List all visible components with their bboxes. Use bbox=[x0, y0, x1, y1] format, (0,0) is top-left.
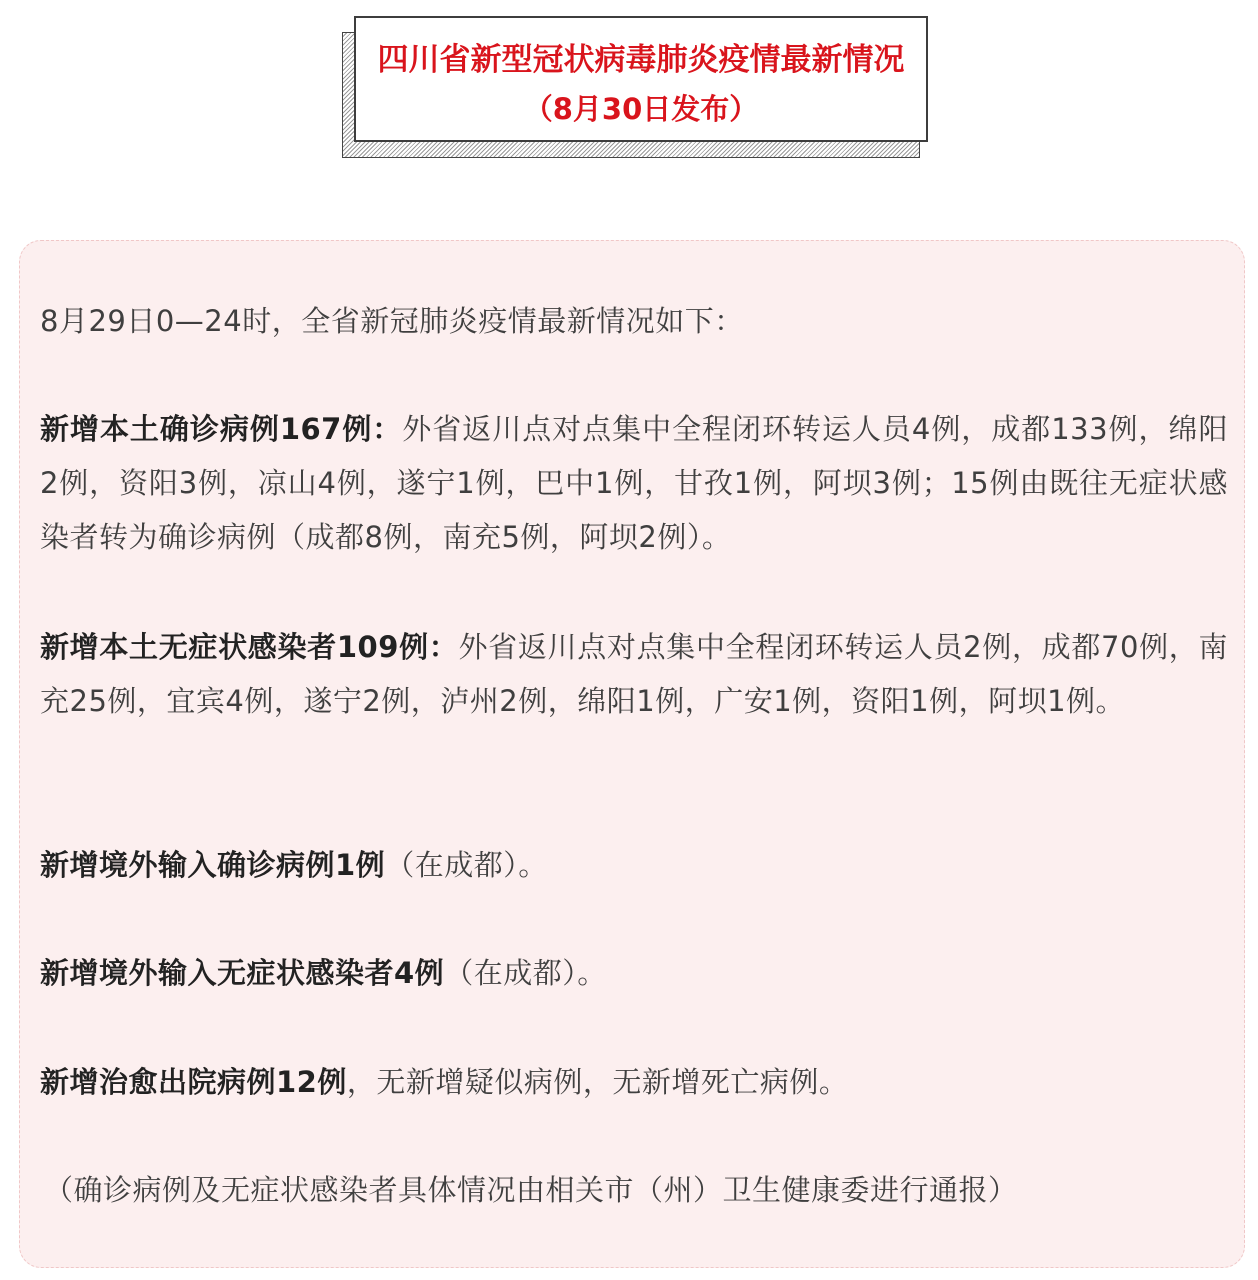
note-paragraph: （确诊病例及无症状感染者具体情况由相关市（州）卫生健康委进行通报） bbox=[44, 1173, 1018, 1207]
discharged-body: ，无新增疑似病例，无新增死亡病例。 bbox=[346, 1065, 849, 1099]
imported-confirmed-paragraph bbox=[40, 838, 1228, 892]
publish-date: （8月30日发布） bbox=[523, 92, 759, 126]
local-asymptomatic-paragraph bbox=[40, 620, 1228, 728]
title-box bbox=[354, 16, 928, 142]
local-confirmed-paragraph bbox=[40, 402, 1228, 564]
discharged-paragraph bbox=[40, 1055, 1228, 1109]
local-asymptomatic-heading: 新增本土无症状感染者109例： bbox=[40, 630, 459, 664]
content-card bbox=[19, 240, 1245, 1268]
page-title: 四川省新型冠状病毒肺炎疫情最新情况 bbox=[377, 42, 905, 78]
intro-paragraph: 8月29日0—24时，全省新冠肺炎疫情最新情况如下： bbox=[40, 304, 744, 338]
local-confirmed-body: 外省返川点对点集中全程闭环转运人员4例，成都133例，绵阳2例，资阳3例，凉山4例，遂宁1例，巴中1例，甘孜1例，阿坝3例；15例由既往无症状感染者转为确诊病例（成都8例，南充5例，阿坝2例）。 bbox=[40, 412, 1228, 554]
discharged-heading: 新增治愈出院病例12例 bbox=[40, 1065, 347, 1099]
imported-confirmed-body: （在成都）。 bbox=[385, 848, 548, 882]
local-confirmed-heading: 新增本土确诊病例167例： bbox=[40, 412, 403, 446]
imported-asymptomatic-body: （在成都）。 bbox=[444, 956, 607, 990]
imported-confirmed-heading: 新增境外输入确诊病例1例 bbox=[40, 848, 386, 882]
local-asymptomatic-body: 外省返川点对点集中全程闭环转运人员2例，成都70例，南充25例，宜宾4例，遂宁2例，泸州2例，绵阳1例，广安1例，资阳1例，阿坝1例。 bbox=[40, 630, 1228, 718]
imported-asymptomatic-paragraph bbox=[40, 946, 1228, 1000]
imported-asymptomatic-heading: 新增境外输入无症状感染者4例 bbox=[40, 956, 445, 990]
title-banner bbox=[342, 16, 932, 158]
